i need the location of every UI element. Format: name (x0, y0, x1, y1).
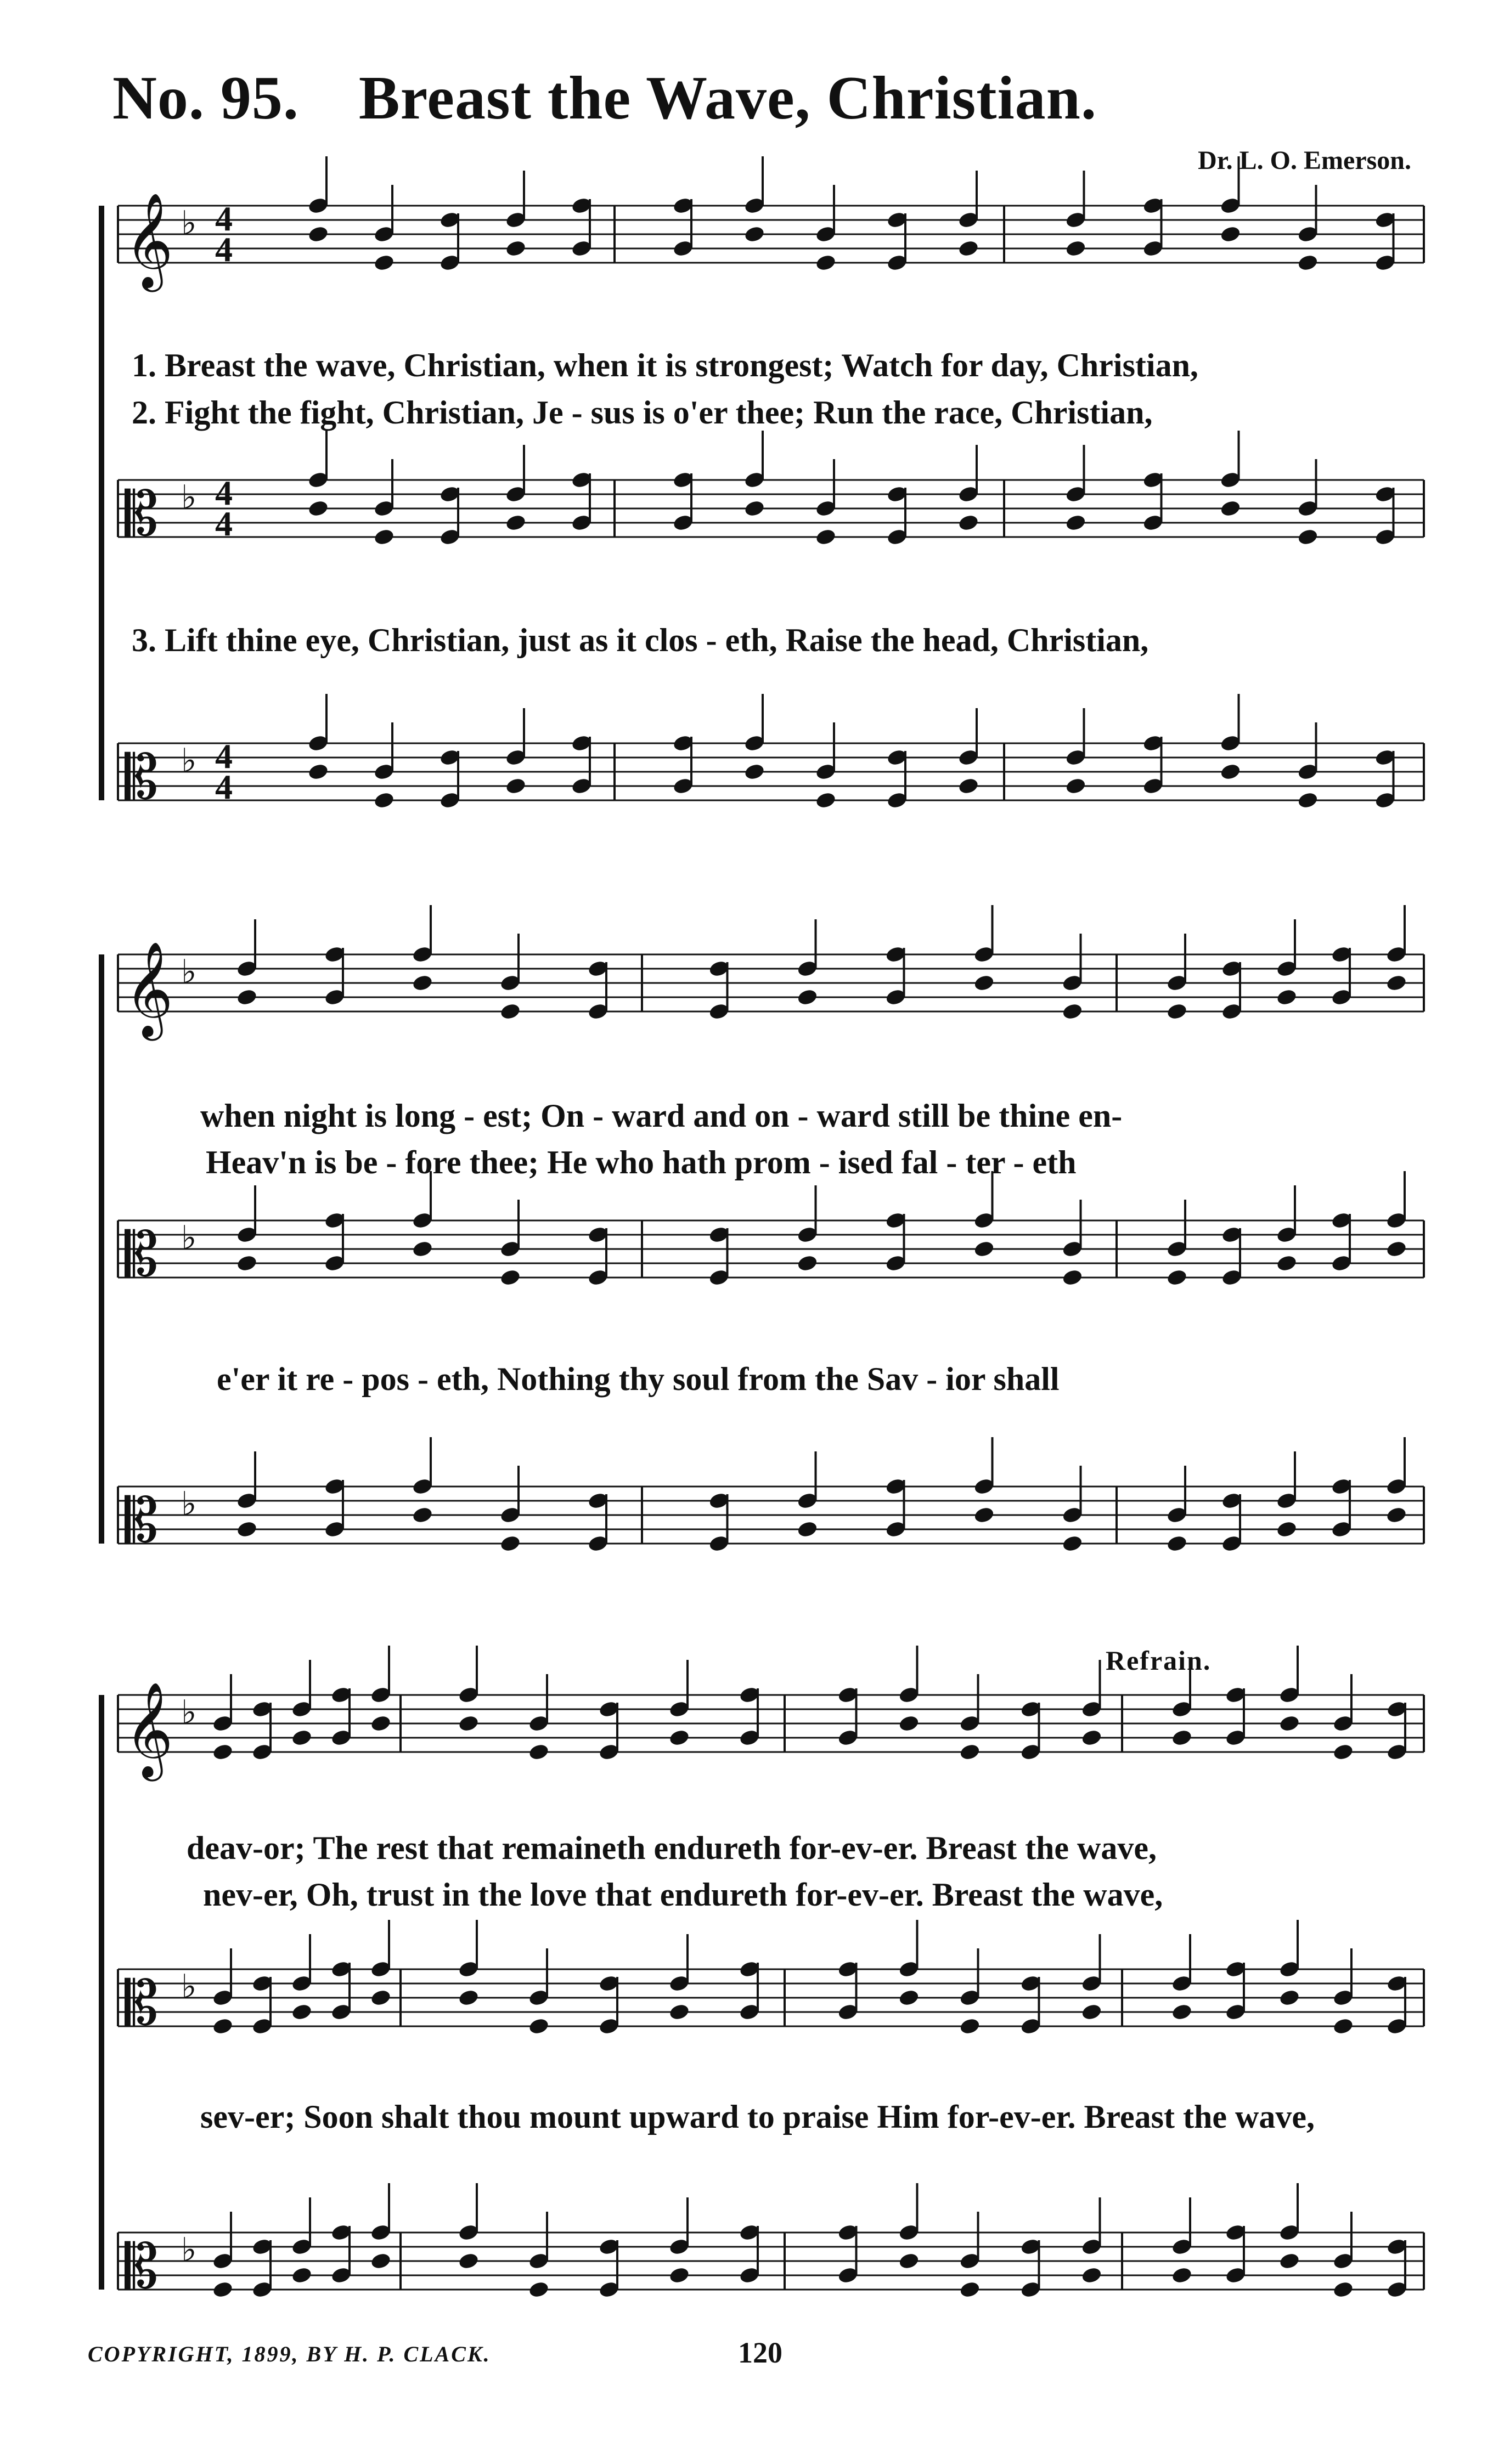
flat-sign-icon: ♭ (181, 478, 197, 517)
time-sig-bass-bottom: 4 (215, 767, 233, 806)
note-head (1080, 2003, 1102, 2021)
note-head (1297, 253, 1319, 272)
time-sig-bass-top: 4 (215, 737, 233, 776)
flat-sign-icon: ♭ (181, 1693, 197, 1732)
copyright-notice: COPYRIGHT, 1899, BY H. P. CLACK. (88, 2342, 491, 2366)
note-head (370, 1714, 392, 1733)
note-head (212, 2280, 234, 2299)
note-head (973, 1506, 995, 1524)
flat-sign-icon: ♭ (181, 1219, 197, 1257)
note-head (1385, 1506, 1407, 1524)
note-head (668, 2266, 690, 2285)
note-head (412, 1506, 433, 1524)
system2-verse1: when night is long - est; On - ward and on - ward still be thine en- (200, 1098, 1123, 1134)
note-head (1080, 1728, 1102, 1747)
system2-verse3: e'er it re - pos - eth, Nothing thy soul from the Sav - ior shall (217, 1361, 1060, 1397)
note-head (973, 974, 995, 992)
note-head (1171, 2266, 1193, 2285)
time-sig-tenor-top: 4 (215, 473, 233, 512)
flat-sign-icon: ♭ (181, 953, 197, 991)
note-head (505, 777, 527, 795)
note-head (815, 791, 837, 810)
note-head (458, 2252, 480, 2270)
flat-sign-icon: ♭ (181, 742, 197, 780)
note-head (412, 974, 433, 992)
note-head (528, 2017, 550, 2036)
treble-clef-icon: 𝄞 (125, 941, 173, 1037)
note-head (212, 2017, 234, 2036)
note-head (1276, 988, 1298, 1007)
c-clef-icon: 𝄡 (125, 1485, 159, 1556)
note-head (1278, 1988, 1300, 2007)
note-head (505, 239, 527, 258)
c-clef-icon: 𝄡 (125, 742, 159, 812)
note-head (1171, 1728, 1193, 1747)
note-head (1219, 499, 1241, 518)
note-head (898, 1988, 920, 2007)
note-head (1171, 2003, 1193, 2021)
system3-verse2: nev-er, Oh, trust in the love that endureth for-ev-er. Breast the wave, (203, 1877, 1163, 1913)
c-clef-icon: 𝄡 (125, 1968, 159, 2038)
note-head (307, 225, 329, 244)
note-head (796, 1254, 818, 1273)
note-head (499, 1268, 521, 1287)
note-head (1219, 762, 1241, 781)
note-head (743, 225, 765, 244)
note-head (668, 2003, 690, 2021)
note-head (499, 1534, 521, 1553)
note-head (1061, 1002, 1083, 1021)
note-head (505, 513, 527, 532)
note-head (815, 528, 837, 546)
note-head (1166, 1534, 1188, 1553)
note-head (973, 1240, 995, 1258)
note-head (1080, 2266, 1102, 2285)
note-head (1278, 2252, 1300, 2270)
note-head (1332, 1743, 1354, 1761)
note-head (1385, 974, 1407, 992)
c-clef-icon: 𝄡 (125, 479, 159, 549)
time-sig-treble-top: 4 (215, 199, 233, 238)
note-head (957, 513, 979, 532)
note-head (236, 1254, 258, 1273)
note-head (1278, 1714, 1300, 1733)
system1-verse2: 2. Fight the fight, Christian, Je - sus is o'er thee; Run the race, Christian, (132, 394, 1153, 431)
note-head (291, 2266, 313, 2285)
note-head (743, 762, 765, 781)
note-head (1385, 1240, 1407, 1258)
note-head (373, 253, 395, 272)
note-head (528, 1743, 550, 1761)
note-head (1297, 528, 1319, 546)
note-head (898, 1714, 920, 1733)
note-head (957, 777, 979, 795)
system1-verse3: 3. Lift thine eye, Christian, just as it clos - eth, Raise the head, Christian, (132, 622, 1149, 658)
note-head (959, 2280, 981, 2299)
note-head (291, 1728, 313, 1747)
note-head (796, 1520, 818, 1539)
note-head (959, 2017, 981, 2036)
time-sig-tenor-bottom: 4 (215, 504, 233, 543)
note-head (370, 2252, 392, 2270)
note-head (499, 1002, 521, 1021)
note-head (528, 2280, 550, 2299)
flat-sign-icon: ♭ (181, 1485, 197, 1523)
note-head (1332, 2017, 1354, 2036)
note-head (1332, 2280, 1354, 2299)
note-head (291, 2003, 313, 2021)
note-head (212, 1743, 234, 1761)
note-head (1064, 513, 1086, 532)
note-head (1297, 791, 1319, 810)
note-head (1061, 1268, 1083, 1287)
c-clef-icon: 𝄡 (125, 1219, 159, 1290)
note-head (1064, 239, 1086, 258)
flat-sign-icon: ♭ (181, 2231, 197, 2269)
system2-verse2: Heav'n is be - fore thee; He who hath prom - ised fal - ter - eth (206, 1144, 1077, 1180)
system3-verse3: sev-er; Soon shalt thou mount upward to praise Him for-ev-er. Breast the wave, (200, 2099, 1315, 2135)
system1-verse1: 1. Breast the wave, Christian, when it is strongest; Watch for day, Christian, (132, 347, 1198, 383)
note-head (307, 499, 329, 518)
treble-clef-icon: 𝄞 (125, 1682, 173, 1777)
note-head (236, 1520, 258, 1539)
note-head (796, 988, 818, 1007)
note-head (743, 499, 765, 518)
note-head (1219, 225, 1241, 244)
note-head (668, 1728, 690, 1747)
note-head (1166, 1002, 1188, 1021)
note-head (957, 239, 979, 258)
note-head (373, 528, 395, 546)
time-sig-treble-bottom: 4 (215, 230, 233, 269)
c-clef-icon: 𝄡 (125, 2231, 159, 2302)
note-head (370, 1988, 392, 2007)
note-head (898, 2252, 920, 2270)
hymn-number: No. 95. (112, 64, 299, 132)
note-head (412, 1240, 433, 1258)
flat-sign-icon: ♭ (181, 204, 197, 242)
note-head (1276, 1254, 1298, 1273)
note-head (307, 762, 329, 781)
note-head (1061, 1534, 1083, 1553)
treble-clef-icon: 𝄞 (125, 193, 173, 288)
note-head (959, 1743, 981, 1761)
note-head (236, 988, 258, 1007)
note-head (1166, 1268, 1188, 1287)
note-head (458, 1714, 480, 1733)
note-head (1276, 1520, 1298, 1539)
flat-sign-icon: ♭ (181, 1968, 197, 2006)
note-head (815, 253, 837, 272)
note-head (458, 1988, 480, 2007)
system3-verse1: deav-or; The rest that remaineth endureth for-ev-er. Breast the wave, (187, 1830, 1157, 1866)
page-number: 120 (738, 2336, 782, 2369)
note-head (1064, 777, 1086, 795)
note-head (373, 791, 395, 810)
refrain-label: Refrain. (1106, 1645, 1212, 1676)
hymn-name: Breast the Wave, Christian. (358, 64, 1097, 132)
composer-credit: Dr. L. O. Emerson. (1198, 146, 1411, 175)
